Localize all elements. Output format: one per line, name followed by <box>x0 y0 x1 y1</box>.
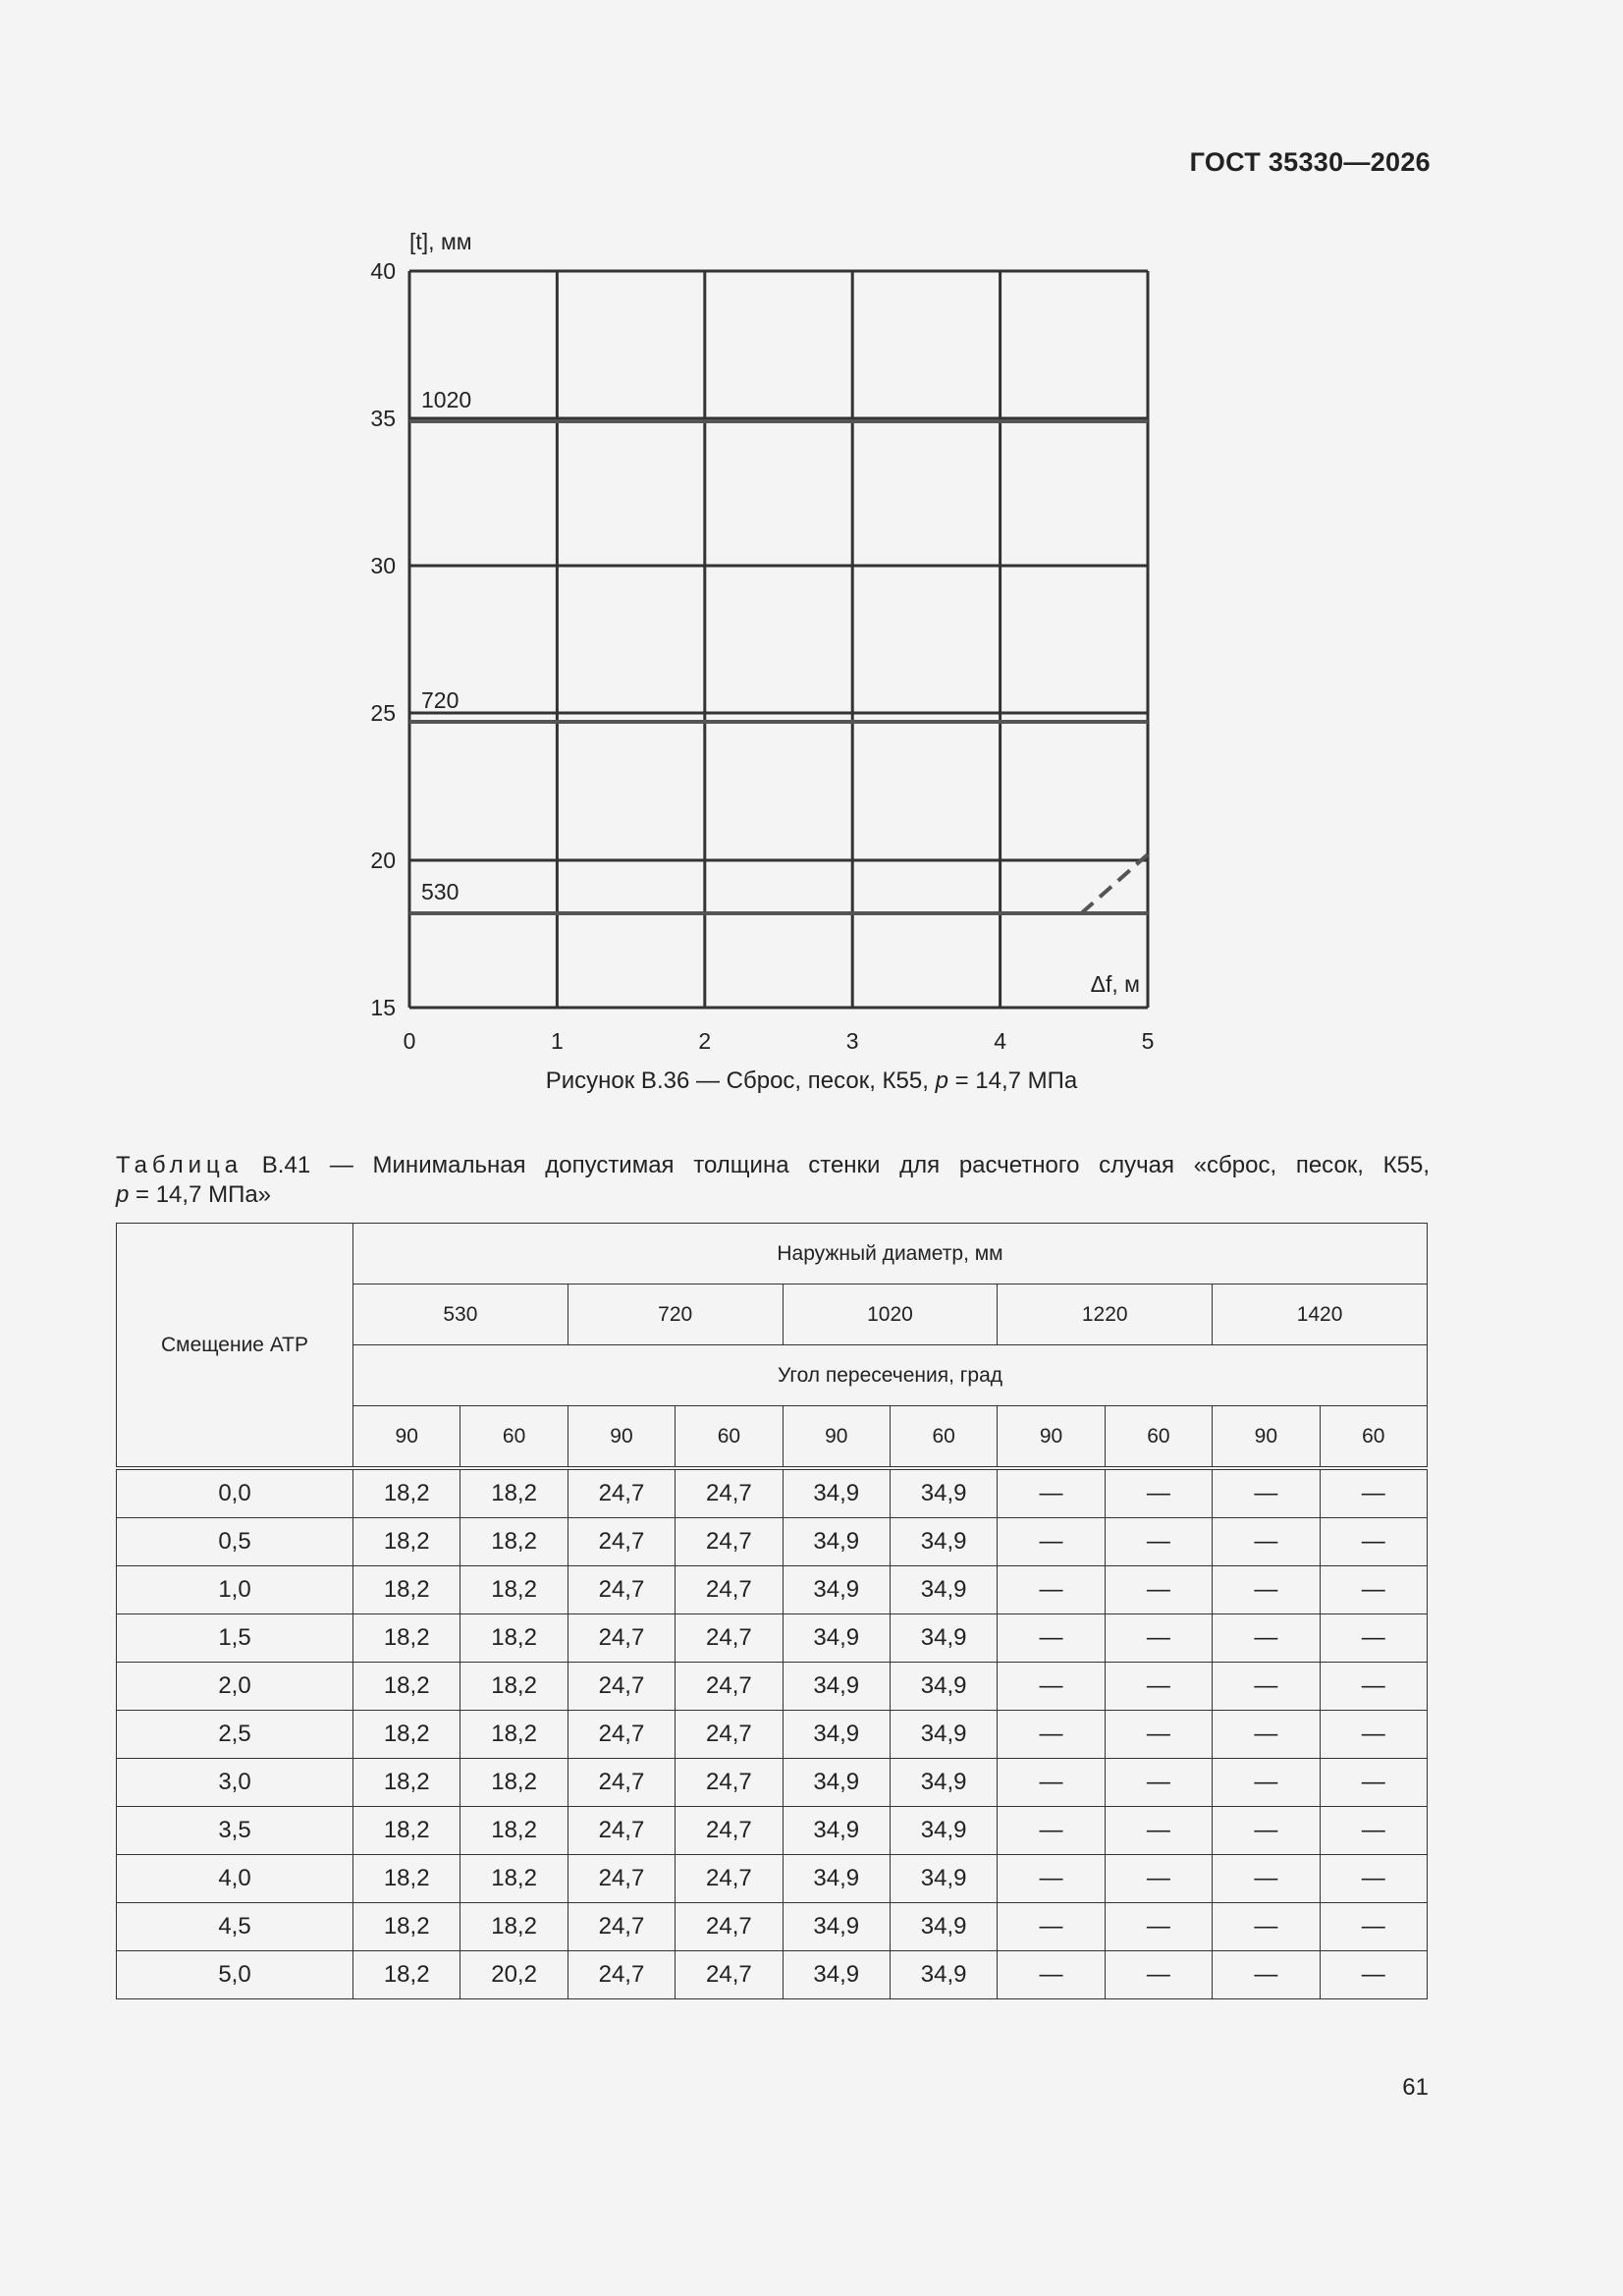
thickness-cell: — <box>1105 1518 1212 1566</box>
thickness-cell: — <box>1213 1855 1320 1903</box>
thickness-cell: 18,2 <box>353 1855 460 1903</box>
offset-cell: 3,0 <box>117 1759 353 1807</box>
angle-cell: 90 <box>783 1406 890 1469</box>
thickness-cell: 18,2 <box>353 1711 460 1759</box>
thickness-cell: 24,7 <box>568 1518 675 1566</box>
thickness-cell: — <box>1213 1807 1320 1855</box>
table-header <box>117 1224 1428 1469</box>
thickness-cell: 34,9 <box>890 1566 997 1614</box>
thickness-cell: 18,2 <box>460 1903 568 1951</box>
thickness-cell: — <box>1320 1663 1427 1711</box>
thickness-cell: 24,7 <box>568 1711 675 1759</box>
thickness-cell: 24,7 <box>568 1566 675 1614</box>
thickness-cell: 20,2 <box>460 1951 568 1999</box>
offset-cell: 2,0 <box>117 1663 353 1711</box>
table-row <box>117 1663 1428 1711</box>
table-row <box>117 1807 1428 1855</box>
thickness-cell: 34,9 <box>783 1903 890 1951</box>
table-row <box>117 1903 1428 1951</box>
figure-caption-prefix: Рисунок В.36 — Сброс, песок, К55, <box>545 1067 936 1094</box>
thickness-cell: — <box>998 1903 1105 1951</box>
y-tick-label: 20 <box>370 847 396 873</box>
thickness-cell: 24,7 <box>676 1614 783 1663</box>
thickness-cell: 24,7 <box>568 1903 675 1951</box>
table-row <box>117 1711 1428 1759</box>
table-caption-continued <box>116 1180 271 1210</box>
table-caption-label: Таблица <box>116 1152 243 1178</box>
series-label: 1020 <box>421 387 472 412</box>
thickness-cell: — <box>1105 1855 1212 1903</box>
thickness-cell: 24,7 <box>568 1759 675 1807</box>
thickness-cell: 18,2 <box>353 1468 460 1518</box>
figure-caption-suffix: = 14,7 МПа <box>947 1067 1078 1094</box>
offset-cell: 4,0 <box>117 1855 353 1903</box>
thickness-cell: 34,9 <box>783 1951 890 1999</box>
thickness-cell: 24,7 <box>676 1951 783 1999</box>
thickness-cell: — <box>1105 1566 1212 1614</box>
table-body <box>117 1468 1428 1999</box>
thickness-cell: 18,2 <box>460 1663 568 1711</box>
thickness-cell: — <box>1320 1614 1427 1663</box>
thickness-cell: 18,2 <box>353 1566 460 1614</box>
thickness-cell: 34,9 <box>890 1468 997 1518</box>
table-row <box>117 1951 1428 1999</box>
y-tick-label: 40 <box>370 258 396 284</box>
angle-cell: 90 <box>998 1406 1105 1469</box>
diameter-cell: 530 <box>353 1285 568 1345</box>
thickness-cell: — <box>1320 1468 1427 1518</box>
thickness-cell: 24,7 <box>676 1518 783 1566</box>
angle-cell: 90 <box>568 1406 675 1469</box>
angle-cell: 60 <box>676 1406 783 1469</box>
thickness-cell: 18,2 <box>353 1663 460 1711</box>
thickness-cell: — <box>1213 1614 1320 1663</box>
table-caption-p: p <box>116 1181 130 1208</box>
thickness-cell: — <box>1213 1663 1320 1711</box>
thickness-cell: 24,7 <box>676 1468 783 1518</box>
x-tick-label: 1 <box>551 1028 564 1054</box>
thickness-cell: 18,2 <box>460 1759 568 1807</box>
series-label: 530 <box>421 879 460 904</box>
thickness-cell: 18,2 <box>460 1614 568 1663</box>
thickness-cell: — <box>998 1711 1105 1759</box>
table-row <box>117 1518 1428 1566</box>
thickness-cell: 18,2 <box>353 1903 460 1951</box>
thickness-cell: — <box>1105 1468 1212 1518</box>
thickness-cell: — <box>998 1518 1105 1566</box>
thickness-cell: — <box>1320 1903 1427 1951</box>
thickness-cell: 18,2 <box>460 1807 568 1855</box>
x-tick-label: 3 <box>845 1028 859 1054</box>
thickness-cell: — <box>998 1759 1105 1807</box>
thickness-cell: 24,7 <box>676 1855 783 1903</box>
thickness-cell: 34,9 <box>783 1566 890 1614</box>
thickness-cell: 34,9 <box>890 1807 997 1855</box>
thickness-cell: 34,9 <box>890 1951 997 1999</box>
thickness-cell: — <box>1105 1614 1212 1663</box>
thickness-cell: 34,9 <box>783 1855 890 1903</box>
thickness-cell: — <box>1320 1807 1427 1855</box>
diameter-cell: 1220 <box>998 1285 1213 1345</box>
thickness-cell: 18,2 <box>460 1566 568 1614</box>
x-tick-label: 5 <box>1141 1028 1155 1054</box>
angle-cell: 90 <box>353 1406 460 1469</box>
offset-cell: 1,5 <box>117 1614 353 1663</box>
thickness-cell: 18,2 <box>353 1807 460 1855</box>
thickness-cell: 24,7 <box>676 1663 783 1711</box>
table-caption-line1: В.41 — Минимальная допустимая толщина стенки для расчетного случая «сброс, песок, К55, <box>261 1152 1430 1178</box>
thickness-cell: — <box>1213 1951 1320 1999</box>
thickness-cell: — <box>998 1468 1105 1518</box>
thickness-cell: 18,2 <box>460 1518 568 1566</box>
thickness-cell: 18,2 <box>460 1711 568 1759</box>
thickness-cell: — <box>1105 1903 1212 1951</box>
y-tick-label: 35 <box>370 406 396 431</box>
header-angle: Угол пересечения, град <box>353 1345 1428 1406</box>
offset-cell: 0,0 <box>117 1468 353 1518</box>
thickness-cell: 24,7 <box>568 1855 675 1903</box>
thickness-cell: — <box>998 1807 1105 1855</box>
thickness-cell: 34,9 <box>890 1759 997 1807</box>
thickness-cell: 34,9 <box>890 1855 997 1903</box>
figure-caption-p: p <box>935 1067 948 1094</box>
thickness-cell: 24,7 <box>676 1566 783 1614</box>
thickness-cell: 24,7 <box>568 1468 675 1518</box>
thickness-cell: — <box>1320 1518 1427 1566</box>
header-row-label: Смещение АТР <box>117 1224 353 1469</box>
thickness-cell: 34,9 <box>783 1518 890 1566</box>
angle-cell: 60 <box>1320 1406 1427 1469</box>
thickness-cell: 18,2 <box>460 1468 568 1518</box>
wall-thickness-chart <box>334 216 1178 1061</box>
thickness-cell: 34,9 <box>783 1614 890 1663</box>
thickness-cell: 24,7 <box>676 1807 783 1855</box>
document-id: ГОСТ 35330—2026 <box>1189 147 1431 177</box>
thickness-cell: — <box>1213 1711 1320 1759</box>
thickness-cell: — <box>998 1663 1105 1711</box>
thickness-cell: 34,9 <box>783 1663 890 1711</box>
thickness-cell: 34,9 <box>783 1807 890 1855</box>
angle-cell: 90 <box>1213 1406 1320 1469</box>
table-row <box>117 1566 1428 1614</box>
thickness-cell: 34,9 <box>890 1614 997 1663</box>
y-tick-label: 30 <box>370 553 396 578</box>
offset-cell: 0,5 <box>117 1518 353 1566</box>
thickness-cell: — <box>1320 1711 1427 1759</box>
thickness-cell: — <box>1320 1566 1427 1614</box>
angle-cell: 60 <box>1105 1406 1212 1469</box>
page-number: 61 <box>1402 2074 1429 2101</box>
thickness-cell: — <box>1320 1855 1427 1903</box>
thickness-cell: 24,7 <box>676 1903 783 1951</box>
y-tick-label: 15 <box>370 995 396 1020</box>
angle-cell: 60 <box>890 1406 997 1469</box>
thickness-cell: — <box>998 1566 1105 1614</box>
series-line <box>1081 854 1148 913</box>
thickness-cell: — <box>1105 1759 1212 1807</box>
y-tick-label: 25 <box>370 700 396 726</box>
offset-cell: 2,5 <box>117 1711 353 1759</box>
thickness-cell: 24,7 <box>676 1711 783 1759</box>
thickness-cell: 34,9 <box>890 1903 997 1951</box>
thickness-cell: — <box>1213 1903 1320 1951</box>
thickness-cell: — <box>1105 1711 1212 1759</box>
diameter-cell: 720 <box>568 1285 783 1345</box>
thickness-cell: 18,2 <box>353 1759 460 1807</box>
thickness-cell: 34,9 <box>890 1518 997 1566</box>
thickness-cell: — <box>1213 1468 1320 1518</box>
thickness-cell: — <box>998 1855 1105 1903</box>
x-tick-label: 2 <box>698 1028 712 1054</box>
thickness-cell: 34,9 <box>783 1759 890 1807</box>
x-axis-label: Δf, м <box>1090 971 1140 997</box>
diameter-cell: 1020 <box>783 1285 998 1345</box>
thickness-cell: 18,2 <box>353 1614 460 1663</box>
wall-thickness-table <box>116 1223 1428 1999</box>
thickness-cell: 34,9 <box>783 1468 890 1518</box>
header-diameter: Наружный диаметр, мм <box>353 1224 1428 1285</box>
thickness-cell: — <box>1213 1518 1320 1566</box>
y-axis-label: [t], мм <box>409 229 472 254</box>
thickness-cell: — <box>998 1614 1105 1663</box>
diameter-cell: 1420 <box>1213 1285 1428 1345</box>
offset-cell: 5,0 <box>117 1951 353 1999</box>
table-row <box>117 1855 1428 1903</box>
thickness-cell: — <box>1105 1951 1212 1999</box>
thickness-cell: — <box>1213 1566 1320 1614</box>
thickness-cell: 34,9 <box>890 1663 997 1711</box>
thickness-cell: 24,7 <box>676 1759 783 1807</box>
table-row <box>117 1614 1428 1663</box>
thickness-cell: — <box>1320 1759 1427 1807</box>
table-caption <box>116 1151 1430 1180</box>
thickness-cell: 34,9 <box>783 1711 890 1759</box>
table-row <box>117 1468 1428 1518</box>
table-row <box>117 1759 1428 1807</box>
thickness-cell: — <box>998 1951 1105 1999</box>
thickness-cell: — <box>1320 1951 1427 1999</box>
thickness-cell: 18,2 <box>460 1855 568 1903</box>
thickness-cell: 24,7 <box>568 1663 675 1711</box>
figure-caption <box>0 1067 1623 1095</box>
offset-cell: 3,5 <box>117 1807 353 1855</box>
thickness-cell: 24,7 <box>568 1951 675 1999</box>
offset-cell: 1,0 <box>117 1566 353 1614</box>
thickness-cell: 18,2 <box>353 1951 460 1999</box>
angle-cell: 60 <box>460 1406 568 1469</box>
x-tick-label: 4 <box>994 1028 1006 1054</box>
x-tick-label: 0 <box>403 1028 416 1054</box>
thickness-cell: — <box>1213 1759 1320 1807</box>
thickness-cell: 24,7 <box>568 1614 675 1663</box>
series-label: 720 <box>421 687 460 713</box>
thickness-cell: 34,9 <box>890 1711 997 1759</box>
thickness-cell: — <box>1105 1663 1212 1711</box>
thickness-cell: 18,2 <box>353 1518 460 1566</box>
offset-cell: 4,5 <box>117 1903 353 1951</box>
table-caption-line2: = 14,7 МПа» <box>129 1181 272 1208</box>
thickness-cell: 24,7 <box>568 1807 675 1855</box>
thickness-cell: — <box>1105 1807 1212 1855</box>
